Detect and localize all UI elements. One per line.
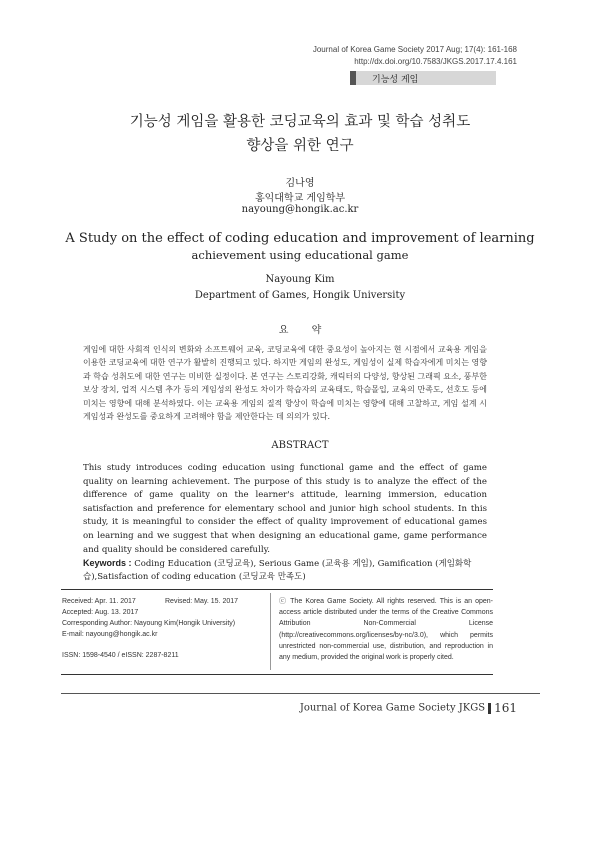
page-footer	[300, 701, 517, 715]
accepted-date: Accepted: Aug. 13. 2017	[62, 609, 139, 616]
author-email[interactable]: nayoung@hongik.ac.kr	[241, 204, 359, 215]
abstract-heading: ABSTRACT	[271, 440, 329, 451]
keywords	[83, 557, 487, 584]
korean-abstract-heading: 요 약	[278, 325, 332, 336]
doi-link[interactable]: http://dx.doi.org/10.7583/JKGS.2017.17.4.161	[354, 57, 517, 66]
footer-journal: Journal of Korea Game Society JKGS	[299, 702, 486, 714]
english-title-line2: achievement using educational game	[191, 248, 409, 262]
received-date: Received: Apr. 11. 2017	[62, 598, 136, 605]
license-notice: ⓒ The Korea Game Society. All rights reserved. This is an open-access article distributed under the terms of the Creative Commons Attribution Non-Commercial License (http://creativecommons.org/licenses/by-nc/3.0), which permits unrestricted non-commercial use, distribution, and reproduction in any medium, provided the original work is properly cited.	[279, 598, 493, 662]
issn: ISSN: 1598-4540 / eISSN: 2287-8211	[62, 652, 179, 659]
english-abstract-body: This study introduces coding education using functional game and the effect of game quality on learning achievement. The purpose of this study is to analyze the effect of the difference of game quality on the learner's attitude, learning immersion, education satisfaction and preference for elementary school and junior high school students. In this study, it is meaningful to consider the effect of quality improvement of educational games on learning and we suggest that when designing an educational game, game performance and quality should be considered carefully.	[83, 463, 487, 555]
footer-rule	[61, 693, 540, 694]
footer-bar	[488, 703, 491, 714]
keywords-text: Coding Education (코딩교육), Serious Game (교육용 게임), Gamification (게임화학습),Satisfaction of coding education (코딩교육 만족도)	[83, 559, 472, 582]
info-box-bottom-rule	[61, 674, 493, 675]
corresponding-author: Corresponding Author: Nayoung Kim(Hongik University)	[62, 620, 236, 627]
category-label: 기능성 게임	[372, 75, 419, 85]
english-author: Nayoung Kim	[265, 274, 335, 285]
revised-date: Revised: May. 15. 2017	[165, 598, 239, 605]
korean-abstract-body: 게임에 대한 사회적 인식의 변화와 소프트웨어 교육, 코딩교육에 대한 중요성이 높아지는 현 시점에서 교육용 게임을 이용한 코딩교육에 대한 연구가 활발히 진행되고 있다. 하지만 게임의 완성도, 게임성이 실제 학습자에게 미치는 영향과 학습 성취도에 대한 연구는 미비한 실정이다. 본 연구는 스토리강화, 캐릭터의 다양성, 향상된 그래픽 요소, 풍부한 보상 장치, 업적 시스템 추가 등의 게임성의 완성도 차이가 학습자의 교육태도, 학습몰입, 교육의 만족도, 선호도 등에 미치는 영향에 대해 분석하였다. 이는 교육용 게임의 질적 향상이 학습에 미치는 영향에 대해 고찰하고, 게임 설계 시 게임성과 완성도를 중요하게 고려해야 함을 제안한다는 데 의의가 있다.	[83, 345, 487, 422]
korean-author: 김나영	[285, 178, 315, 189]
keywords-label: Keywords :	[83, 558, 132, 568]
korean-affiliation: 홍익대학교 게임학부	[254, 193, 346, 204]
category-marker	[350, 71, 356, 85]
page-number: 161	[494, 701, 517, 715]
korean-title-line1: 기능성 게임을 활용한 코딩교육의 효과 및 학습 성취도	[129, 114, 471, 130]
article-history	[62, 596, 272, 661]
journal-citation: Journal of Korea Game Society 2017 Aug; 17(4): 161-168	[312, 45, 517, 54]
english-affiliation: Department of Games, Hongik University	[194, 290, 406, 301]
info-box-top-rule	[61, 589, 493, 590]
korean-title-line2: 향상을 위한 연구	[246, 138, 354, 154]
corresponding-email[interactable]: E-mail: nayoung@hongik.ac.kr	[62, 631, 158, 638]
english-title-line1: A Study on the effect of coding education and improvement of learning	[65, 231, 535, 246]
